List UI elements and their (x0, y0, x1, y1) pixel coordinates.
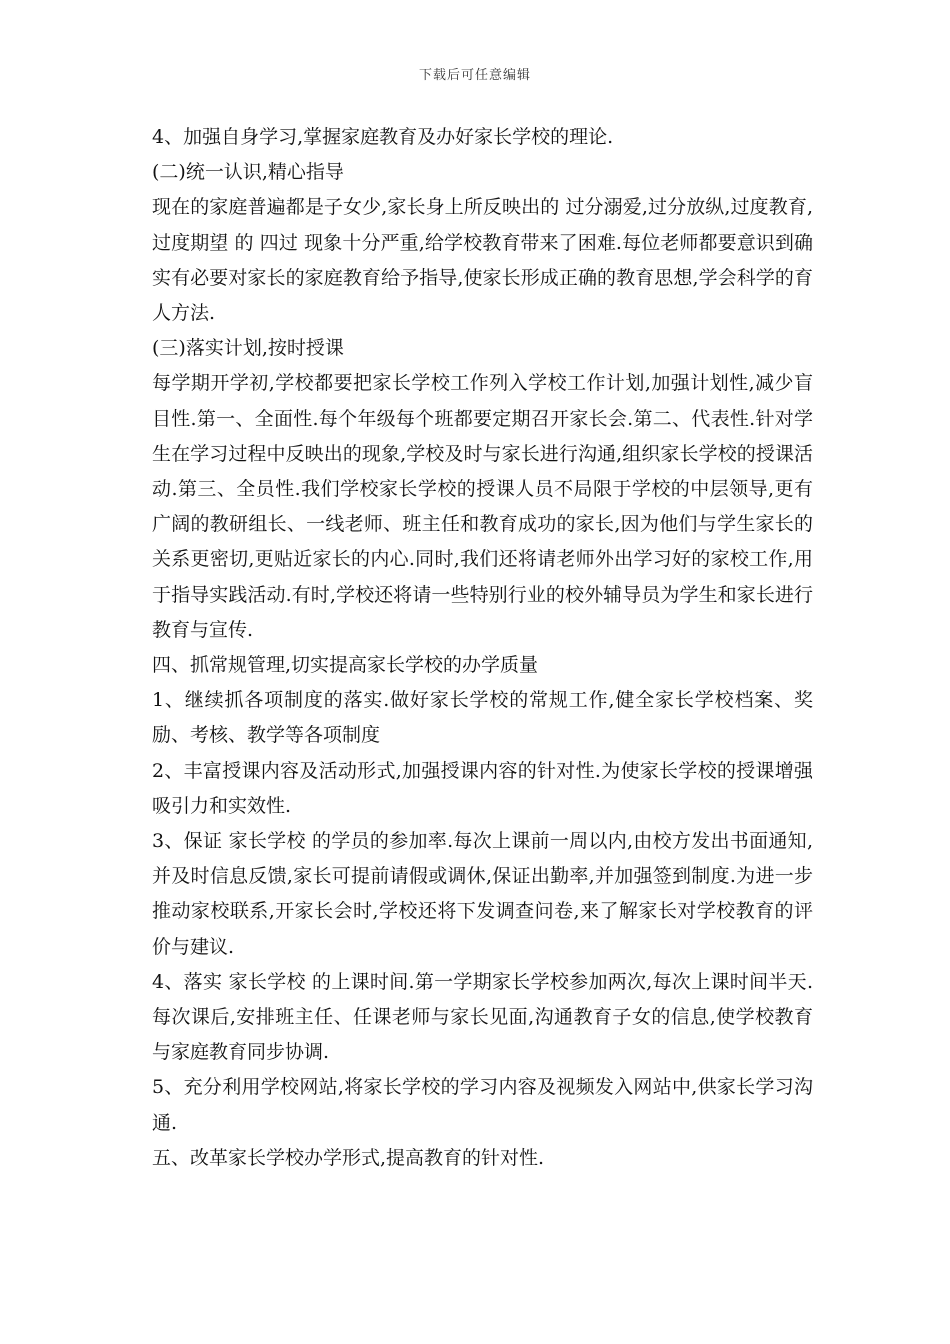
section-heading: 五、改革家长学校办学形式,提高教育的针对性. (152, 1146, 545, 1169)
section-heading: (二)统一认识,精心指导 (152, 161, 344, 184)
list-item: 2、丰富授课内容及活动形式,加强授课内容的针对性.为使家长学校的授课增强吸引力和实效性. (152, 759, 813, 817)
page-header: 下载后可任意编辑 (418, 68, 531, 83)
list-item: 3、保证 家长学校 的学员的参加率.每次上课前一周以内,由校方发出书面通知,并及时信息反馈,家长可提前请假或调休,保证出勤率,并加强签到制度.为进一步推动家校联系,开家长会时,学校还将下发调查问卷,来了解家长对学校教育的评价与建议. (152, 830, 813, 958)
list-item: 4、落实 家长学校 的上课时间.第一学期家长学校参加两次,每次上课时间半天.每次课后,安排班主任、任课老师与家长见面,沟通教育子女的信息,使学校教育与家庭教育同步协调. (152, 970, 813, 1064)
paragraph: 每学期开学初,学校都要把家长学校工作列入学校工作计划,加强计划性,减少盲目性.第一、全面性.每个年级每个班都要定期召开家长会.第二、代表性.针对学生在学习过程中反映出的现象,学校及时与家长进行沟通,组织家长学校的授课活动.第三、全员性.我们学校家长学校的授课人员不局限于学校的中层领导,更有广阔的教研组长、一线老师、班主任和教育成功的家长,因为他们与学生家长的关系更密切,更贴近家长的内心.同时,我们还将请老师外出学习好的家校工作,用于指导实践活动.有时,学校还将请一些特别行业的校外辅导员为学生和家长进行教育与宣传. (152, 372, 813, 641)
list-item: 1、继续抓各项制度的落实.做好家长学校的常规工作,健全家长学校档案、奖励、考核、教学等各项制度 (152, 689, 813, 747)
list-item: 5、充分利用学校网站,将家长学校的学习内容及视频发入网站中,供家长学习沟通. (152, 1076, 813, 1134)
section-heading: 四、抓常规管理,切实提高家长学校的办学质量 (152, 654, 539, 677)
paragraph: 现在的家庭普遍都是子女少,家长身上所反映出的 过分溺爱,过分放纵,过度教育,过度期望 的 四过 现象十分严重,给学校教育带来了困难.每位老师都要意识到确实有必要对家长的家庭教育给予指导,使家长形成正确的教育思想,学会科学的育人方法. (152, 196, 813, 325)
document-body (145, 120, 813, 1176)
paragraph: 4、加强自身学习,掌握家庭教育及办好家长学校的理论. (152, 126, 614, 148)
section-heading: (三)落实计划,按时授课 (152, 337, 344, 360)
